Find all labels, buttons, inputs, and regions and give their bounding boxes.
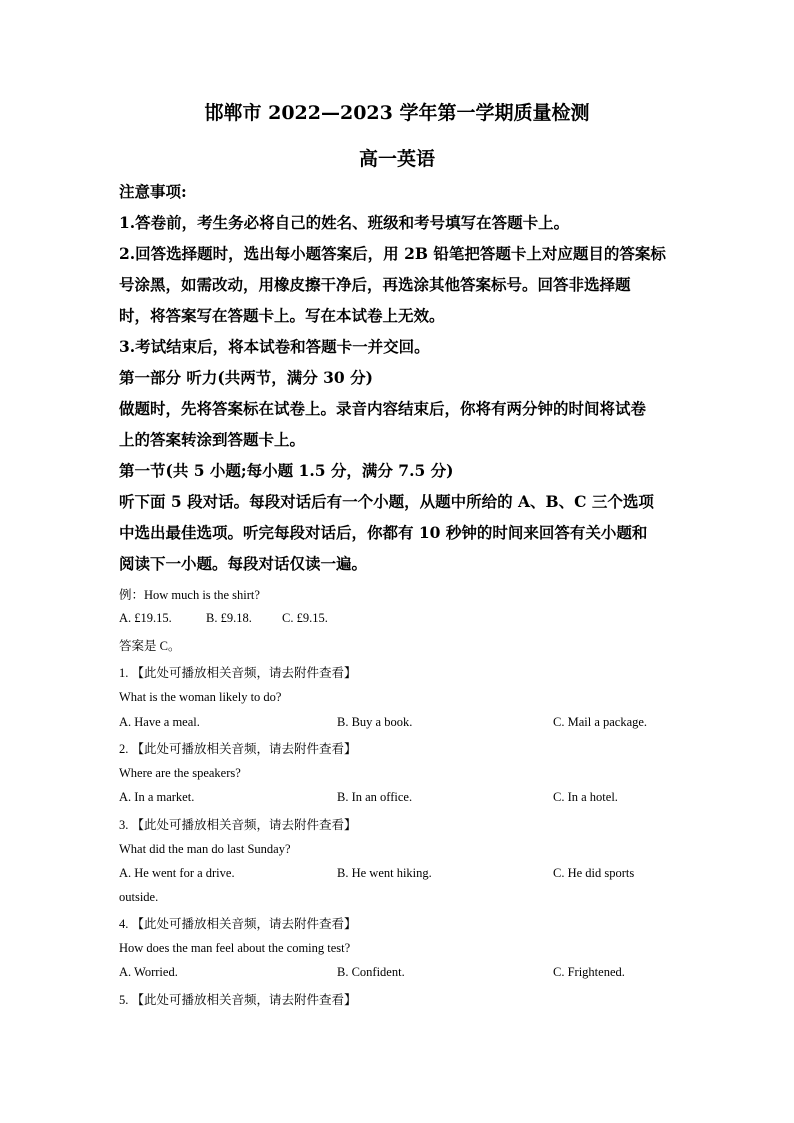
option-4b: B. Confident.	[337, 965, 405, 979]
exam-title: 邯郸市 2022—2023 学年第一学期质量检测	[204, 102, 590, 124]
option-3b: B. He went hiking.	[337, 866, 432, 880]
notice-line: 2.回答选择题时，选出每小题答案后，用 2B 铅笔把答题卡上对应题目的答案标	[119, 244, 666, 263]
question-text-3: What did the man do last Sunday?	[119, 842, 291, 856]
question-text-2: Where are the speakers?	[119, 766, 241, 780]
option-2c: C. In a hotel.	[553, 790, 618, 804]
option-3c: C. He did sports	[553, 866, 635, 880]
example-question: 例：How much is the shirt?	[119, 588, 260, 602]
exam-subject: 高一英语	[358, 148, 435, 170]
notice-line: 1.答卷前，考生务必将自己的姓名、班级和考号填写在答题卡上。	[119, 213, 570, 232]
option-4c: C. Frightened.	[553, 965, 625, 979]
option-3c-continuation: outside.	[119, 890, 159, 904]
section1-instruction: 阅读下一小题。每段对话仅读一遍。	[119, 554, 368, 573]
section1-heading: 第一节(共 5 小题;每小题 1.5 分，满分 7.5 分)	[119, 461, 454, 480]
part1-heading: 第一部分 听力(共两节，满分 30 分)	[119, 368, 373, 387]
option-2b: B. In an office.	[337, 790, 413, 804]
question-text-4: How does the man feel about the coming test?	[119, 941, 351, 955]
question-audio-2[interactable]: 2. 【此处可播放相关音频，请去附件查看】	[119, 742, 357, 756]
example-option-a: A. £19.15.	[119, 611, 172, 625]
option-1a: A. Have a meal.	[119, 715, 200, 729]
notice-line: 时，将答案写在答题卡上。写在本试卷上无效。	[119, 306, 445, 325]
question-audio-3[interactable]: 3. 【此处可播放相关音频，请去附件查看】	[119, 818, 357, 832]
part1-instruction: 上的答案转涂到答题卡上。	[119, 430, 306, 449]
question-text-1: What is the woman likely to do?	[119, 690, 282, 704]
section1-instruction: 听下面 5 段对话。每段对话后有一个小题，从题中所给的 A、B、C 三个选项	[119, 492, 654, 511]
notice-heading: 注意事项:	[119, 182, 187, 201]
question-audio-5[interactable]: 5. 【此处可播放相关音频，请去附件查看】	[119, 993, 357, 1007]
option-1b: B. Buy a book.	[337, 715, 413, 729]
question-audio-1[interactable]: 1. 【此处可播放相关音频，请去附件查看】	[119, 666, 357, 680]
option-3a: A. He went for a drive.	[119, 866, 235, 880]
notice-line: 号涂黑，如需改动，用橡皮擦干净后，再选涂其他答案标号。回答非选择题	[119, 275, 631, 294]
option-4a: A. Worried.	[119, 965, 178, 979]
example-answer: 答案是 C。	[119, 639, 181, 653]
option-2a: A. In a market.	[119, 790, 195, 804]
notice-line: 3.考试结束后，将本试卷和答题卡一并交回。	[119, 337, 430, 356]
option-1c: C. Mail a package.	[553, 715, 648, 729]
example-option-b: B. £9.18.	[206, 611, 252, 625]
section1-instruction: 中选出最佳选项。听完每段对话后，你都有 10 秒钟的时间来回答有关小题和	[119, 523, 648, 542]
example-option-c: C. £9.15.	[282, 611, 328, 625]
part1-instruction: 做题时，先将答案标在试卷上。录音内容结束后，你将有两分钟的时间将试卷	[119, 399, 647, 418]
question-audio-4[interactable]: 4. 【此处可播放相关音频，请去附件查看】	[119, 917, 357, 931]
